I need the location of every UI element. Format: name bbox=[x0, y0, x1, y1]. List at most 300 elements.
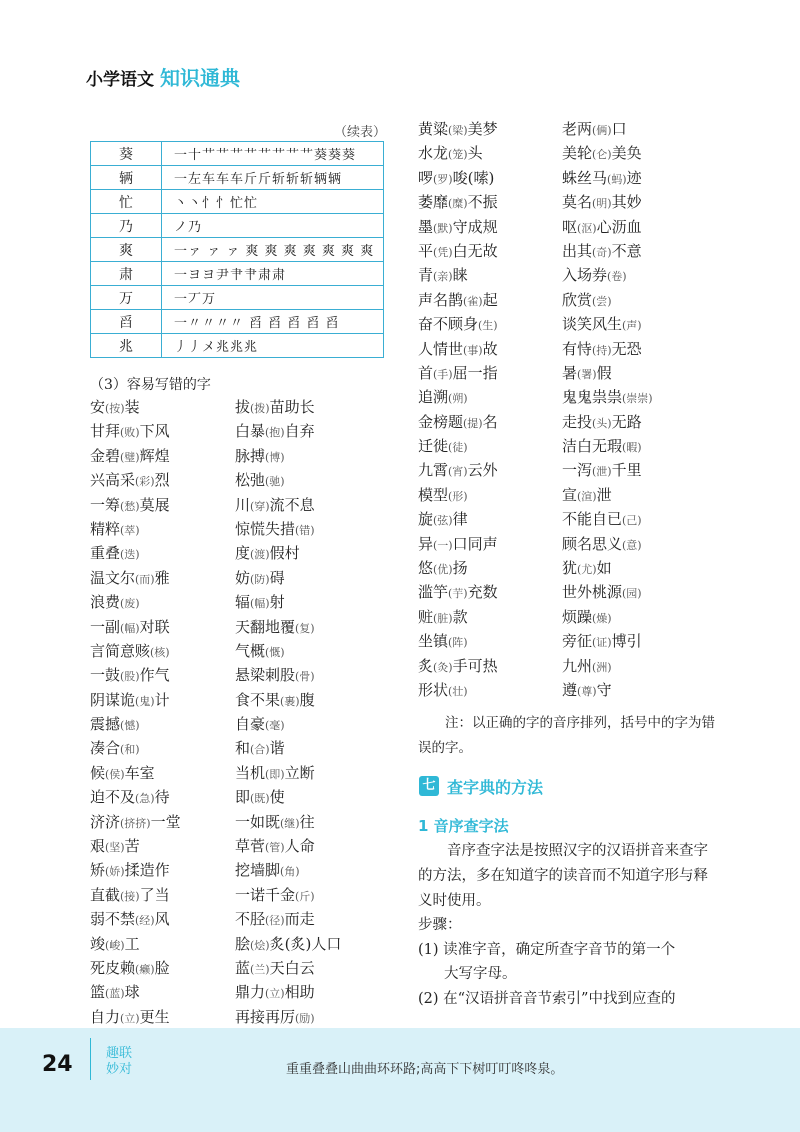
word-entry bbox=[418, 312, 498, 336]
stroke-sequence: 丿丿メ兆兆兆 bbox=[162, 334, 384, 358]
word-entry bbox=[418, 239, 498, 263]
word-entry bbox=[562, 263, 653, 287]
word-wrong: (斤) bbox=[295, 889, 315, 903]
word-wrong: (博) bbox=[265, 450, 285, 464]
word-entry bbox=[235, 1005, 341, 1029]
word-entry bbox=[418, 678, 498, 702]
word-wrong: (尊) bbox=[577, 684, 597, 698]
word-rest: 风 bbox=[154, 910, 170, 929]
word-rest: 相助 bbox=[284, 983, 315, 1002]
word-wrong: (奇) bbox=[592, 245, 612, 259]
footer-couplet: 重重叠叠山曲曲环环路;高高下下树叮叮咚咚泉。 bbox=[286, 1062, 564, 1077]
word-rest: 腹 bbox=[299, 690, 315, 709]
word-correct: 精粹 bbox=[90, 519, 121, 538]
footer-divider bbox=[90, 1038, 91, 1080]
word-rest: 口同声 bbox=[452, 534, 498, 553]
word-entry bbox=[418, 410, 498, 434]
word-rest: 无恐 bbox=[611, 339, 642, 358]
word-entry bbox=[418, 166, 498, 190]
word-rest: 故 bbox=[482, 339, 498, 358]
word-correct: 金榜题 bbox=[418, 412, 464, 431]
word-rest: 天白云 bbox=[269, 958, 315, 977]
word-correct: 篮 bbox=[90, 983, 106, 1002]
word-entry bbox=[562, 629, 653, 653]
word-rest: 迹 bbox=[626, 168, 642, 187]
word-rest: 揉造作 bbox=[124, 861, 170, 880]
word-correct: 草菅 bbox=[235, 837, 266, 856]
word-rest: 律 bbox=[452, 510, 468, 529]
word-entry bbox=[418, 629, 498, 653]
word-wrong: (脏) bbox=[433, 611, 453, 625]
word-entry bbox=[90, 761, 181, 785]
word-rest: 烈 bbox=[154, 471, 170, 490]
word-entry bbox=[418, 190, 498, 214]
word-wrong: (拨) bbox=[250, 402, 270, 415]
footer-label-1: 趣联 bbox=[106, 1046, 133, 1061]
word-entry bbox=[418, 117, 498, 141]
word-correct: 妨 bbox=[235, 568, 251, 587]
word-rest: 谐 bbox=[269, 739, 285, 758]
word-entry bbox=[235, 858, 341, 882]
word-entry bbox=[418, 263, 498, 287]
word-correct: 挖墙脚 bbox=[235, 861, 281, 880]
word-wrong: (糜) bbox=[448, 197, 468, 211]
word-entry bbox=[235, 541, 341, 565]
word-entry bbox=[235, 883, 341, 907]
word-wrong: (手) bbox=[433, 367, 453, 381]
word-wrong: (穿) bbox=[250, 499, 270, 513]
wrong-char-list-3 bbox=[418, 117, 498, 702]
word-rest: 作气 bbox=[139, 666, 170, 685]
word-correct: 宣 bbox=[562, 485, 578, 504]
word-wrong: (继) bbox=[280, 816, 300, 830]
word-wrong: (裹) bbox=[280, 694, 300, 708]
word-entry bbox=[235, 590, 341, 614]
word-correct: 川 bbox=[235, 495, 251, 514]
word-rest: 唆(嗦) bbox=[452, 168, 495, 187]
word-correct: 兴高采 bbox=[90, 471, 136, 490]
word-wrong: (合) bbox=[250, 743, 270, 757]
footer-band bbox=[0, 1028, 800, 1132]
word-correct: 震撼 bbox=[90, 715, 121, 734]
word-correct: 出其 bbox=[562, 241, 593, 260]
word-entry bbox=[418, 385, 498, 409]
word-wrong: (蓝) bbox=[105, 987, 125, 1001]
word-correct: 青 bbox=[418, 266, 434, 285]
word-entry bbox=[235, 639, 341, 663]
word-entry bbox=[90, 639, 181, 663]
word-correct: 世外桃源 bbox=[562, 583, 623, 602]
word-entry bbox=[235, 395, 341, 419]
stroke-sequence: 一ヨヨ尹肀肀肃肃 bbox=[162, 262, 384, 286]
word-correct: 老两 bbox=[562, 120, 593, 138]
word-correct: 鼎力 bbox=[235, 983, 266, 1002]
brand-title: 知识通典 bbox=[160, 66, 240, 90]
word-rest: 苦 bbox=[124, 837, 140, 856]
word-rest: 使 bbox=[269, 788, 285, 807]
word-correct: 顾名思义 bbox=[562, 534, 623, 553]
word-entry bbox=[562, 434, 653, 458]
word-correct: 不能自已 bbox=[562, 510, 623, 529]
word-correct: 滥竽 bbox=[418, 583, 449, 602]
word-correct: 死皮赖 bbox=[90, 958, 136, 977]
word-rest: 计 bbox=[154, 690, 170, 709]
word-wrong: (暇) bbox=[622, 441, 642, 455]
stroke-char: 忙 bbox=[91, 190, 162, 214]
word-wrong: (核) bbox=[150, 645, 170, 659]
word-wrong: (头) bbox=[592, 416, 612, 430]
word-correct: 天翻地覆 bbox=[235, 617, 296, 636]
word-correct: 金碧 bbox=[90, 446, 121, 465]
word-entry bbox=[235, 980, 341, 1004]
word-correct: 辐 bbox=[235, 593, 251, 612]
word-entry bbox=[90, 834, 181, 858]
stroke-order-table bbox=[90, 141, 384, 358]
word-correct: 松弛 bbox=[235, 471, 266, 490]
stroke-char: 万 bbox=[91, 286, 162, 310]
word-entry bbox=[90, 688, 181, 712]
word-rest: 下风 bbox=[139, 422, 170, 441]
stroke-sequence: 一左车车车斤斤斩斩斩辆辆 bbox=[162, 166, 384, 190]
word-wrong: (挤挤) bbox=[120, 816, 151, 830]
word-wrong: (芋) bbox=[448, 587, 468, 601]
word-correct: 形状 bbox=[418, 680, 449, 699]
word-wrong: (崇崇) bbox=[622, 392, 653, 406]
word-correct: 悠 bbox=[418, 559, 434, 578]
word-wrong: (宵) bbox=[448, 465, 468, 479]
stroke-row bbox=[91, 214, 384, 238]
word-rest: 而走 bbox=[284, 910, 315, 929]
word-correct: 食不果 bbox=[235, 690, 281, 709]
stroke-char: 乃 bbox=[91, 214, 162, 238]
word-entry bbox=[90, 810, 181, 834]
word-entry bbox=[90, 980, 181, 1004]
word-wrong: (烩) bbox=[250, 938, 270, 952]
word-wrong: (优) bbox=[433, 563, 453, 577]
word-entry bbox=[235, 615, 341, 639]
word-rest: 待 bbox=[154, 788, 170, 807]
word-wrong: (笼) bbox=[448, 148, 468, 162]
word-correct: 蓝 bbox=[235, 958, 251, 977]
word-entry bbox=[90, 956, 181, 980]
word-wrong: (泄) bbox=[592, 465, 612, 479]
word-correct: 艰 bbox=[90, 837, 106, 856]
word-wrong: (凭) bbox=[433, 245, 453, 259]
word-wrong: (俩) bbox=[592, 124, 612, 137]
word-entry bbox=[90, 419, 181, 443]
step-1-cont: 大写字母。 bbox=[444, 966, 517, 982]
word-wrong: (和) bbox=[120, 743, 140, 757]
word-entry bbox=[90, 736, 181, 760]
word-entry bbox=[562, 507, 653, 531]
wrong-char-list-2 bbox=[235, 395, 341, 1029]
word-wrong: (署) bbox=[577, 367, 597, 381]
word-entry bbox=[562, 654, 653, 678]
word-rest: 心沥血 bbox=[596, 217, 642, 236]
word-correct: 奋不顾身 bbox=[418, 315, 479, 334]
word-entry bbox=[235, 517, 341, 541]
steps bbox=[418, 913, 718, 1011]
word-wrong: (抱) bbox=[265, 426, 285, 440]
word-entry bbox=[235, 419, 341, 443]
word-correct: 墨 bbox=[418, 217, 434, 236]
word-rest: 往 bbox=[299, 812, 315, 831]
word-entry bbox=[418, 337, 498, 361]
stroke-char: 爽 bbox=[91, 238, 162, 262]
word-entry bbox=[235, 810, 341, 834]
word-wrong: (壮) bbox=[448, 684, 468, 698]
word-wrong: (急) bbox=[135, 792, 155, 806]
word-rest: 人命 bbox=[284, 837, 315, 856]
word-correct: 一筹 bbox=[90, 495, 121, 514]
word-wrong: (洲) bbox=[592, 660, 612, 674]
word-wrong: (灸) bbox=[433, 660, 453, 674]
footer-label-2: 妙对 bbox=[106, 1062, 133, 1077]
word-entry bbox=[562, 141, 653, 165]
word-correct: 暑 bbox=[562, 363, 578, 382]
word-correct: 旋 bbox=[418, 510, 434, 529]
step-2: (2) 在“汉语拼音音节索引”中找到应查的 bbox=[418, 990, 676, 1007]
word-correct: 萎靡 bbox=[418, 193, 449, 212]
word-rest: 装 bbox=[124, 398, 140, 416]
continued-label: （续表） bbox=[334, 125, 387, 140]
word-wrong: (尝) bbox=[592, 294, 612, 308]
word-entry bbox=[418, 483, 498, 507]
word-correct: 一如既 bbox=[235, 812, 281, 831]
word-rest: 款 bbox=[452, 607, 468, 626]
word-correct: 再接再厉 bbox=[235, 1007, 296, 1026]
word-entry bbox=[418, 580, 498, 604]
stroke-char: 舀 bbox=[91, 310, 162, 334]
word-entry bbox=[418, 507, 498, 531]
word-entry bbox=[90, 468, 181, 492]
word-entry bbox=[562, 117, 653, 141]
word-rest: 其妙 bbox=[611, 193, 642, 212]
word-wrong: (防) bbox=[250, 572, 270, 586]
word-rest: 千里 bbox=[611, 461, 642, 480]
word-entry bbox=[562, 288, 653, 312]
word-correct: 候 bbox=[90, 763, 106, 782]
word-rest: 充数 bbox=[467, 583, 498, 602]
word-wrong: (按) bbox=[105, 402, 125, 415]
word-correct: 即 bbox=[235, 788, 251, 807]
word-wrong: (骨) bbox=[295, 670, 315, 684]
word-wrong: (默) bbox=[433, 221, 453, 235]
word-wrong: (燥) bbox=[592, 611, 612, 625]
word-wrong: (园) bbox=[622, 587, 642, 601]
word-entry bbox=[90, 541, 181, 565]
word-rest: 手可热 bbox=[452, 656, 498, 675]
word-rest: 自弃 bbox=[284, 422, 315, 441]
word-wrong: (接) bbox=[120, 889, 140, 903]
stroke-row bbox=[91, 190, 384, 214]
word-correct: 坐镇 bbox=[418, 632, 449, 651]
word-wrong: (废) bbox=[120, 597, 140, 611]
word-correct: 气概 bbox=[235, 641, 266, 660]
word-wrong: (提) bbox=[463, 416, 483, 430]
word-entry bbox=[562, 166, 653, 190]
word-correct: 脍 bbox=[235, 934, 251, 953]
word-wrong: (幅) bbox=[250, 597, 270, 611]
word-wrong: (徒) bbox=[448, 441, 468, 455]
word-rest: 更生 bbox=[139, 1007, 170, 1026]
word-correct: 一副 bbox=[90, 617, 121, 636]
word-rest: 不振 bbox=[467, 193, 498, 212]
word-entry bbox=[90, 712, 181, 736]
word-wrong: (鬼) bbox=[135, 694, 155, 708]
word-correct: 脉搏 bbox=[235, 446, 266, 465]
word-wrong: (侯) bbox=[105, 767, 125, 781]
word-rest: 博引 bbox=[611, 632, 642, 651]
word-entry bbox=[235, 956, 341, 980]
word-correct: 甘拜 bbox=[90, 422, 121, 441]
word-correct: 自力 bbox=[90, 1007, 121, 1026]
word-entry bbox=[562, 312, 653, 336]
word-entry bbox=[90, 883, 181, 907]
word-entry bbox=[90, 663, 181, 687]
word-correct: 温文尔 bbox=[90, 568, 136, 587]
word-wrong: (璧) bbox=[120, 450, 140, 464]
word-correct: 炙 bbox=[418, 656, 434, 675]
word-correct: 直截 bbox=[90, 885, 121, 904]
word-wrong: (迭) bbox=[120, 548, 140, 562]
word-correct: 美轮 bbox=[562, 144, 593, 163]
word-wrong: (错) bbox=[295, 523, 315, 537]
note: 注：以正确的字的音序排列，括号中的字为错误的字。 bbox=[418, 715, 715, 756]
word-correct: 阴谋诡 bbox=[90, 690, 136, 709]
word-entry bbox=[90, 566, 181, 590]
word-rest: 美梦 bbox=[467, 120, 498, 138]
word-wrong: (卷) bbox=[607, 270, 627, 284]
word-entry bbox=[90, 517, 181, 541]
word-wrong: (亲) bbox=[433, 270, 453, 284]
word-entry bbox=[418, 458, 498, 482]
word-correct: 黄粱 bbox=[418, 120, 449, 138]
word-correct: 九霄 bbox=[418, 461, 449, 480]
steps-label: 步骤： bbox=[418, 917, 462, 933]
word-wrong: (蚂) bbox=[607, 172, 627, 186]
word-rest: 雅 bbox=[154, 568, 170, 587]
word-wrong: (管) bbox=[265, 841, 285, 855]
stroke-sequence: 丶丶忄忄忙忙 bbox=[162, 190, 384, 214]
word-rest: 脸 bbox=[154, 958, 170, 977]
word-correct: 矫 bbox=[90, 861, 106, 880]
word-entry bbox=[90, 615, 181, 639]
word-wrong: (梁) bbox=[448, 124, 468, 137]
word-entry bbox=[562, 458, 653, 482]
word-correct: 度 bbox=[235, 544, 251, 563]
word-entry bbox=[418, 556, 498, 580]
stroke-char: 兆 bbox=[91, 334, 162, 358]
word-entry bbox=[235, 688, 341, 712]
word-rest: 立断 bbox=[284, 763, 315, 782]
word-correct: 烦躁 bbox=[562, 607, 593, 626]
word-correct: 不胫 bbox=[235, 910, 266, 929]
word-rest: 不意 bbox=[611, 241, 642, 260]
word-correct: 赃 bbox=[418, 607, 434, 626]
word-wrong: (坚) bbox=[105, 841, 125, 855]
word-wrong: (慨) bbox=[265, 645, 285, 659]
word-correct: 迁徙 bbox=[418, 437, 449, 456]
word-wrong: (幅) bbox=[120, 621, 140, 635]
word-rest: 莫展 bbox=[139, 495, 170, 514]
word-rest: 了当 bbox=[139, 885, 170, 904]
word-entry bbox=[562, 215, 653, 239]
word-rest: 名 bbox=[482, 412, 498, 431]
word-rest: 对联 bbox=[139, 617, 170, 636]
word-correct: 追溯 bbox=[418, 388, 449, 407]
word-entry bbox=[562, 361, 653, 385]
paragraph: 音序查字法是按照汉字的汉语拼音来查字的方法，多在知道字的读音而不知道字形与释义时使用。 bbox=[418, 843, 708, 909]
word-entry bbox=[90, 444, 181, 468]
word-wrong: (兰) bbox=[250, 962, 270, 976]
word-rest: 假 bbox=[596, 363, 612, 382]
word-rest: 扬 bbox=[452, 559, 468, 578]
word-entry bbox=[90, 590, 181, 614]
word-correct: 惊慌失措 bbox=[235, 519, 296, 538]
word-correct: 一诺千金 bbox=[235, 885, 296, 904]
word-rest: 守 bbox=[596, 680, 612, 699]
footer-label bbox=[106, 1046, 132, 1078]
word-correct: 莫名 bbox=[562, 193, 593, 212]
word-wrong: (毫) bbox=[265, 719, 285, 733]
word-wrong: (励) bbox=[295, 1011, 315, 1025]
word-entry bbox=[235, 493, 341, 517]
word-entry bbox=[418, 215, 498, 239]
word-correct: 九州 bbox=[562, 656, 593, 675]
word-entry bbox=[235, 566, 341, 590]
word-wrong: (经) bbox=[135, 914, 155, 928]
word-entry bbox=[562, 483, 653, 507]
word-entry bbox=[235, 736, 341, 760]
word-wrong: (复) bbox=[295, 621, 315, 635]
word-wrong: (即) bbox=[265, 767, 285, 781]
word-entry bbox=[418, 654, 498, 678]
stroke-sequence: 一丆万 bbox=[162, 286, 384, 310]
stroke-sequence: 一十艹艹艹艹艹艹艹艹葵葵葵 bbox=[162, 142, 384, 166]
word-entry bbox=[562, 605, 653, 629]
word-wrong: (事) bbox=[463, 343, 483, 357]
word-wrong: (明) bbox=[592, 197, 612, 211]
word-wrong: (彩) bbox=[135, 475, 155, 489]
word-rest: 一堂 bbox=[150, 812, 181, 831]
word-rest: 辉煌 bbox=[139, 446, 170, 465]
word-entry bbox=[562, 410, 653, 434]
word-rest: 无路 bbox=[611, 412, 642, 431]
word-correct: 走投 bbox=[562, 412, 593, 431]
word-correct: 一鼓 bbox=[90, 666, 121, 685]
word-entry bbox=[90, 1005, 181, 1029]
word-wrong: (癞) bbox=[135, 962, 155, 976]
word-entry bbox=[418, 532, 498, 556]
word-correct: 一泻 bbox=[562, 461, 593, 480]
word-wrong: (生) bbox=[478, 319, 498, 333]
word-correct: 悬梁刺股 bbox=[235, 666, 296, 685]
word-wrong: (角) bbox=[280, 865, 300, 879]
word-correct: 弱不禁 bbox=[90, 910, 136, 929]
section-number: 七 bbox=[419, 776, 439, 796]
word-entry bbox=[235, 907, 341, 931]
word-correct: 重叠 bbox=[90, 544, 121, 563]
word-correct: 异 bbox=[418, 534, 434, 553]
word-correct: 啰 bbox=[418, 168, 434, 187]
word-entry bbox=[562, 385, 653, 409]
word-entry bbox=[90, 932, 181, 956]
word-wrong: (形) bbox=[448, 489, 468, 503]
word-correct: 安 bbox=[90, 398, 106, 416]
word-correct: 和 bbox=[235, 739, 251, 758]
word-entry bbox=[235, 932, 341, 956]
